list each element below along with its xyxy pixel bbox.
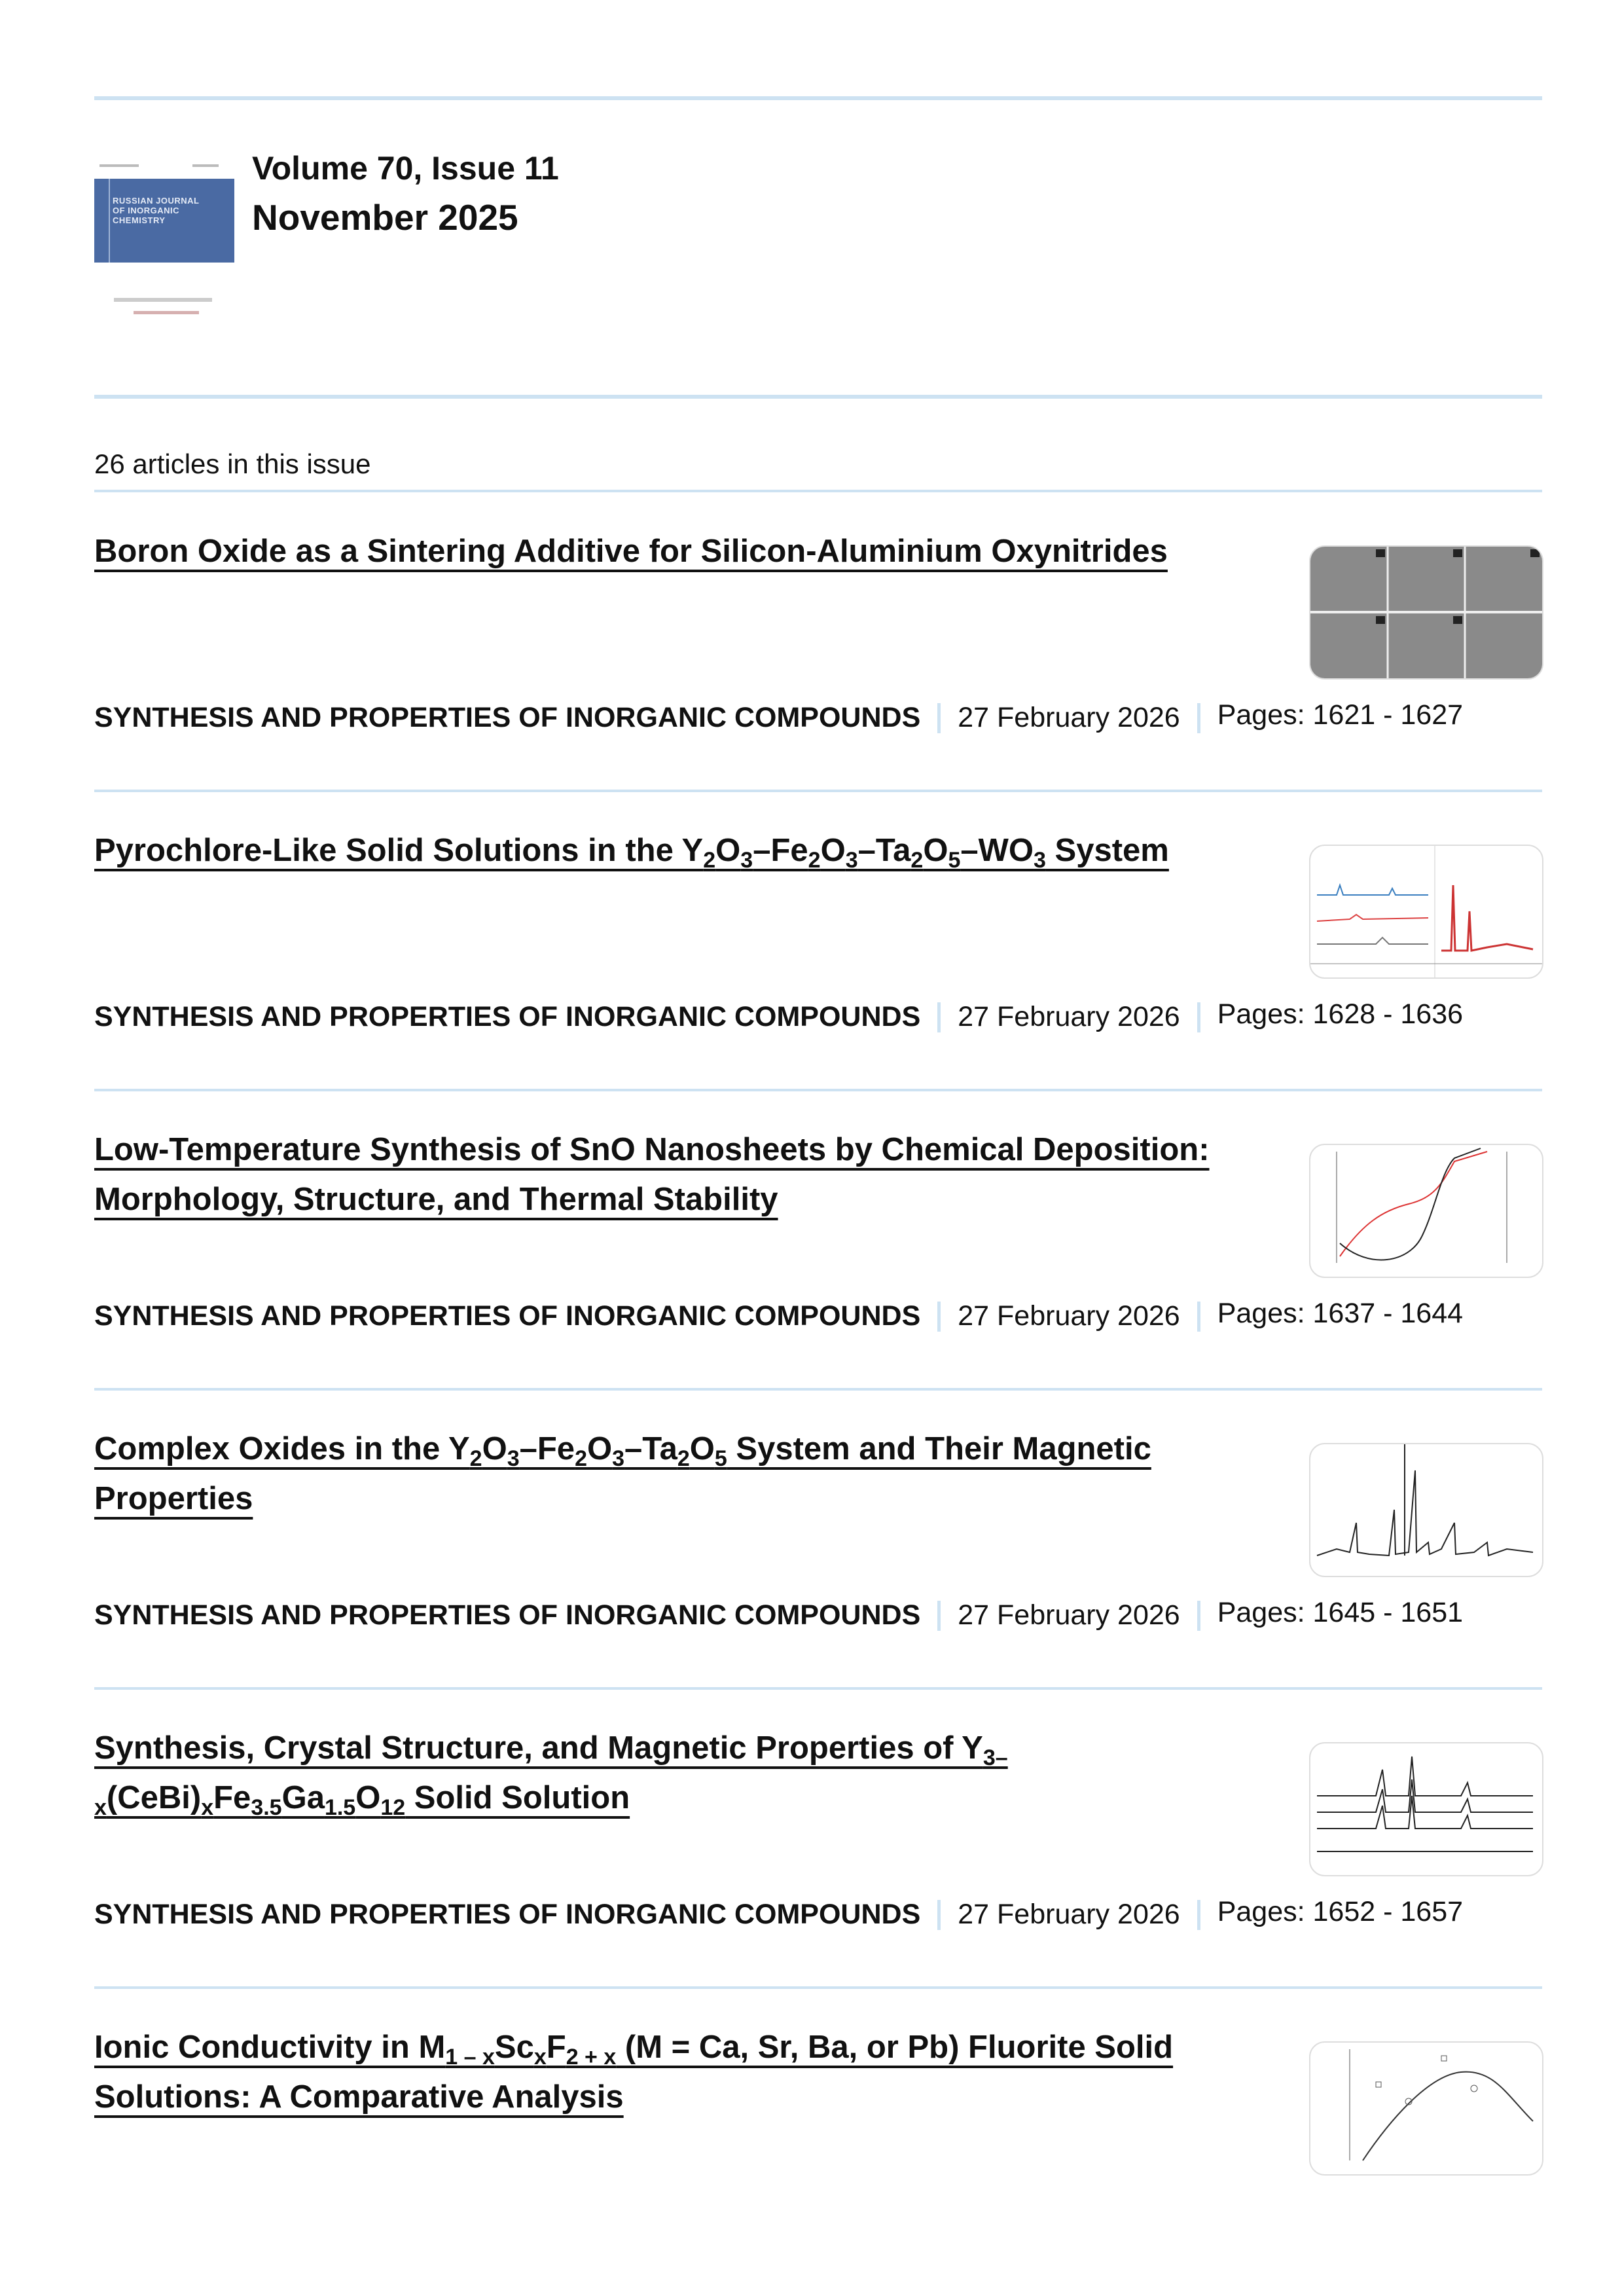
- article-pages: Pages: 1645 - 1651: [1217, 1597, 1464, 1628]
- issue-volume: Volume 70, Issue 11: [252, 150, 559, 187]
- article-category: SYNTHESIS AND PROPERTIES OF INORGANIC COMPOUNDS: [94, 1001, 921, 1032]
- article-date: 27 February 2026: [958, 1899, 1180, 1930]
- divider: [94, 1986, 1542, 1989]
- cover-spine: [109, 179, 110, 263]
- article-title-link[interactable]: [94, 1730, 1008, 1820]
- title-subscript: 1 – x: [445, 2045, 495, 2069]
- title-subscript: x: [94, 1795, 107, 1820]
- article-meta: [94, 1599, 1463, 1631]
- divider: [94, 1687, 1542, 1690]
- xrd-stacked-thumbnail[interactable]: [1309, 1742, 1543, 1876]
- article-pages: Pages: 1637 - 1644: [1217, 1298, 1464, 1329]
- thermal-curve-thumbnail[interactable]: [1309, 1144, 1543, 1278]
- issue-date: November 2025: [252, 197, 518, 238]
- article-title: [94, 1723, 1253, 1823]
- title-text: Synthesis, Crystal Structure, and Magnetic Properties of Y: [94, 1730, 983, 1766]
- cover-journal-title: RUSSIAN JOURNAL OF INORGANIC CHEMISTRY: [113, 196, 200, 225]
- article-meta: [94, 998, 1464, 1033]
- title-subscript: 2: [910, 848, 924, 873]
- title-subscript: 3: [740, 848, 753, 873]
- title-subscript: 2: [677, 1446, 690, 1471]
- meta-separator: [1197, 1900, 1200, 1930]
- article-title-link[interactable]: [94, 1132, 1210, 1217]
- micrograph-grid-figure: [1310, 547, 1542, 678]
- xrd-patterns-thumbnail[interactable]: [1309, 845, 1543, 979]
- title-text: O: [923, 833, 948, 868]
- article-count: 26 articles in this issue: [94, 448, 371, 479]
- article-pages: Pages: 1621 - 1627: [1217, 699, 1464, 731]
- title-subscript: 2: [575, 1446, 587, 1471]
- title-subscript: 5: [948, 848, 961, 873]
- title-subscript: 3–: [982, 1745, 1008, 1770]
- meta-separator: [1197, 1601, 1200, 1631]
- title-subscript: 2: [703, 848, 716, 873]
- title-text: O: [715, 833, 741, 868]
- meta-separator: [937, 703, 941, 733]
- article-title-link[interactable]: [94, 2030, 1173, 2115]
- title-text: System: [1045, 833, 1169, 868]
- title-text: Fe: [213, 1780, 251, 1815]
- article-title: [94, 1424, 1253, 1523]
- article-category: SYNTHESIS AND PROPERTIES OF INORGANIC COMPOUNDS: [94, 702, 921, 733]
- title-text: Solid Solution: [405, 1780, 630, 1815]
- title-subscript: 1.5: [324, 1795, 356, 1820]
- title-subscript: 3: [507, 1446, 520, 1471]
- title-text: Ionic Conductivity in M: [94, 2030, 446, 2065]
- micrograph-grid-thumbnail[interactable]: [1309, 545, 1543, 680]
- divider: [94, 1089, 1542, 1091]
- title-text: System and Their Magnetic Properties: [94, 1431, 1151, 1516]
- article-meta: [94, 1896, 1464, 1931]
- article-title: [94, 526, 1253, 576]
- article-category: SYNTHESIS AND PROPERTIES OF INORGANIC COMPOUNDS: [94, 1599, 921, 1631]
- title-subscript: 2: [469, 1446, 482, 1471]
- article-title-link[interactable]: [94, 833, 1169, 873]
- meta-separator: [937, 1002, 941, 1032]
- divider: [94, 790, 1542, 792]
- title-subscript: 3: [612, 1446, 625, 1471]
- title-text: O: [689, 1431, 715, 1467]
- title-text: O: [586, 1431, 613, 1467]
- article-title: [94, 2022, 1253, 2122]
- conductivity-plot-thumbnail[interactable]: [1309, 2041, 1543, 2176]
- meta-separator: [937, 1302, 941, 1332]
- xrd-single-figure: [1310, 1444, 1542, 1576]
- article-item: [94, 1990, 1542, 2289]
- article-item: [94, 494, 1542, 793]
- title-text: Sc: [494, 2030, 534, 2065]
- article-pages: Pages: 1628 - 1636: [1217, 998, 1464, 1030]
- title-text: O: [820, 833, 846, 868]
- meta-separator: [1197, 1002, 1200, 1032]
- xrd-stacked-figure: [1310, 1743, 1542, 1875]
- article-title: [94, 826, 1253, 875]
- article-item: [94, 1391, 1542, 1690]
- divider: [94, 1388, 1542, 1391]
- divider: [94, 395, 1542, 399]
- title-subscript: 3: [845, 848, 858, 873]
- title-text: Pyrochlore-Like Solid Solutions in the Y: [94, 833, 704, 868]
- title-subscript: 5: [714, 1446, 727, 1471]
- title-text: Complex Oxides in the Y: [94, 1431, 470, 1467]
- article-title-link[interactable]: [94, 534, 1168, 569]
- meta-separator: [1197, 703, 1200, 733]
- thermal-curve-figure: [1310, 1145, 1542, 1277]
- top-divider: [94, 96, 1542, 100]
- title-text: –Ta: [624, 1431, 677, 1467]
- title-subscript: x: [533, 2045, 547, 2069]
- journal-cover-image[interactable]: [94, 159, 234, 325]
- title-text: O: [482, 1431, 507, 1467]
- title-text: O: [355, 1780, 381, 1815]
- xrd-patterns-figure: [1310, 846, 1542, 977]
- title-text: Low-Temperature Synthesis of SnO Nanosheets by Chemical Deposition: Morphology, Structure, and Thermal Stability: [94, 1132, 1210, 1217]
- title-subscript: 12: [380, 1795, 406, 1820]
- title-text: –Fe: [519, 1431, 575, 1467]
- title-text: –WO: [960, 833, 1034, 868]
- springer-logo: [134, 311, 199, 314]
- article-pages: Pages: 1652 - 1657: [1217, 1896, 1464, 1927]
- article-date: 27 February 2026: [958, 702, 1180, 733]
- meta-separator: [1197, 1302, 1200, 1332]
- article-meta: [94, 699, 1464, 734]
- article-date: 27 February 2026: [958, 1599, 1180, 1631]
- article-date: 27 February 2026: [958, 1001, 1180, 1032]
- article-category: SYNTHESIS AND PROPERTIES OF INORGANIC COMPOUNDS: [94, 1899, 921, 1930]
- title-text: F: [546, 2030, 566, 2065]
- article-meta: [94, 1300, 1463, 1332]
- xrd-single-thumbnail[interactable]: [1309, 1443, 1543, 1577]
- meta-separator: [937, 1900, 941, 1930]
- title-text: Ga: [281, 1780, 325, 1815]
- title-text: –Fe: [753, 833, 808, 868]
- article-title-link[interactable]: [94, 1431, 1151, 1516]
- title-subscript: 2: [808, 848, 821, 873]
- title-text: (M = Ca, Sr, Ba, or Pb) Fluorite Solid Solutions: A Comparative Analysis: [94, 2030, 1174, 2115]
- issue-info: [252, 145, 559, 244]
- publisher-logo: [114, 298, 212, 302]
- cover-header: [99, 164, 139, 167]
- title-text: –Ta: [857, 833, 911, 868]
- title-subscript: 2 + x: [566, 2045, 617, 2069]
- article-date: 27 February 2026: [958, 1300, 1180, 1332]
- title-subscript: 3: [1034, 848, 1046, 873]
- title-text: Boron Oxide as a Sintering Additive for Silicon-Aluminium Oxynitrides: [94, 534, 1168, 569]
- title-subscript: x: [201, 1795, 214, 1820]
- article-item: [94, 1092, 1542, 1391]
- title-subscript: 3.5: [251, 1795, 282, 1820]
- article-item: [94, 793, 1542, 1092]
- meta-separator: [937, 1601, 941, 1631]
- conductivity-plot-figure: [1310, 2043, 1542, 2174]
- article-item: [94, 1690, 1542, 1990]
- title-text: (CeBi): [106, 1780, 202, 1815]
- article-title: [94, 1125, 1253, 1224]
- divider: [94, 490, 1542, 492]
- article-category: SYNTHESIS AND PROPERTIES OF INORGANIC COMPOUNDS: [94, 1300, 921, 1332]
- cover-header: [192, 164, 219, 167]
